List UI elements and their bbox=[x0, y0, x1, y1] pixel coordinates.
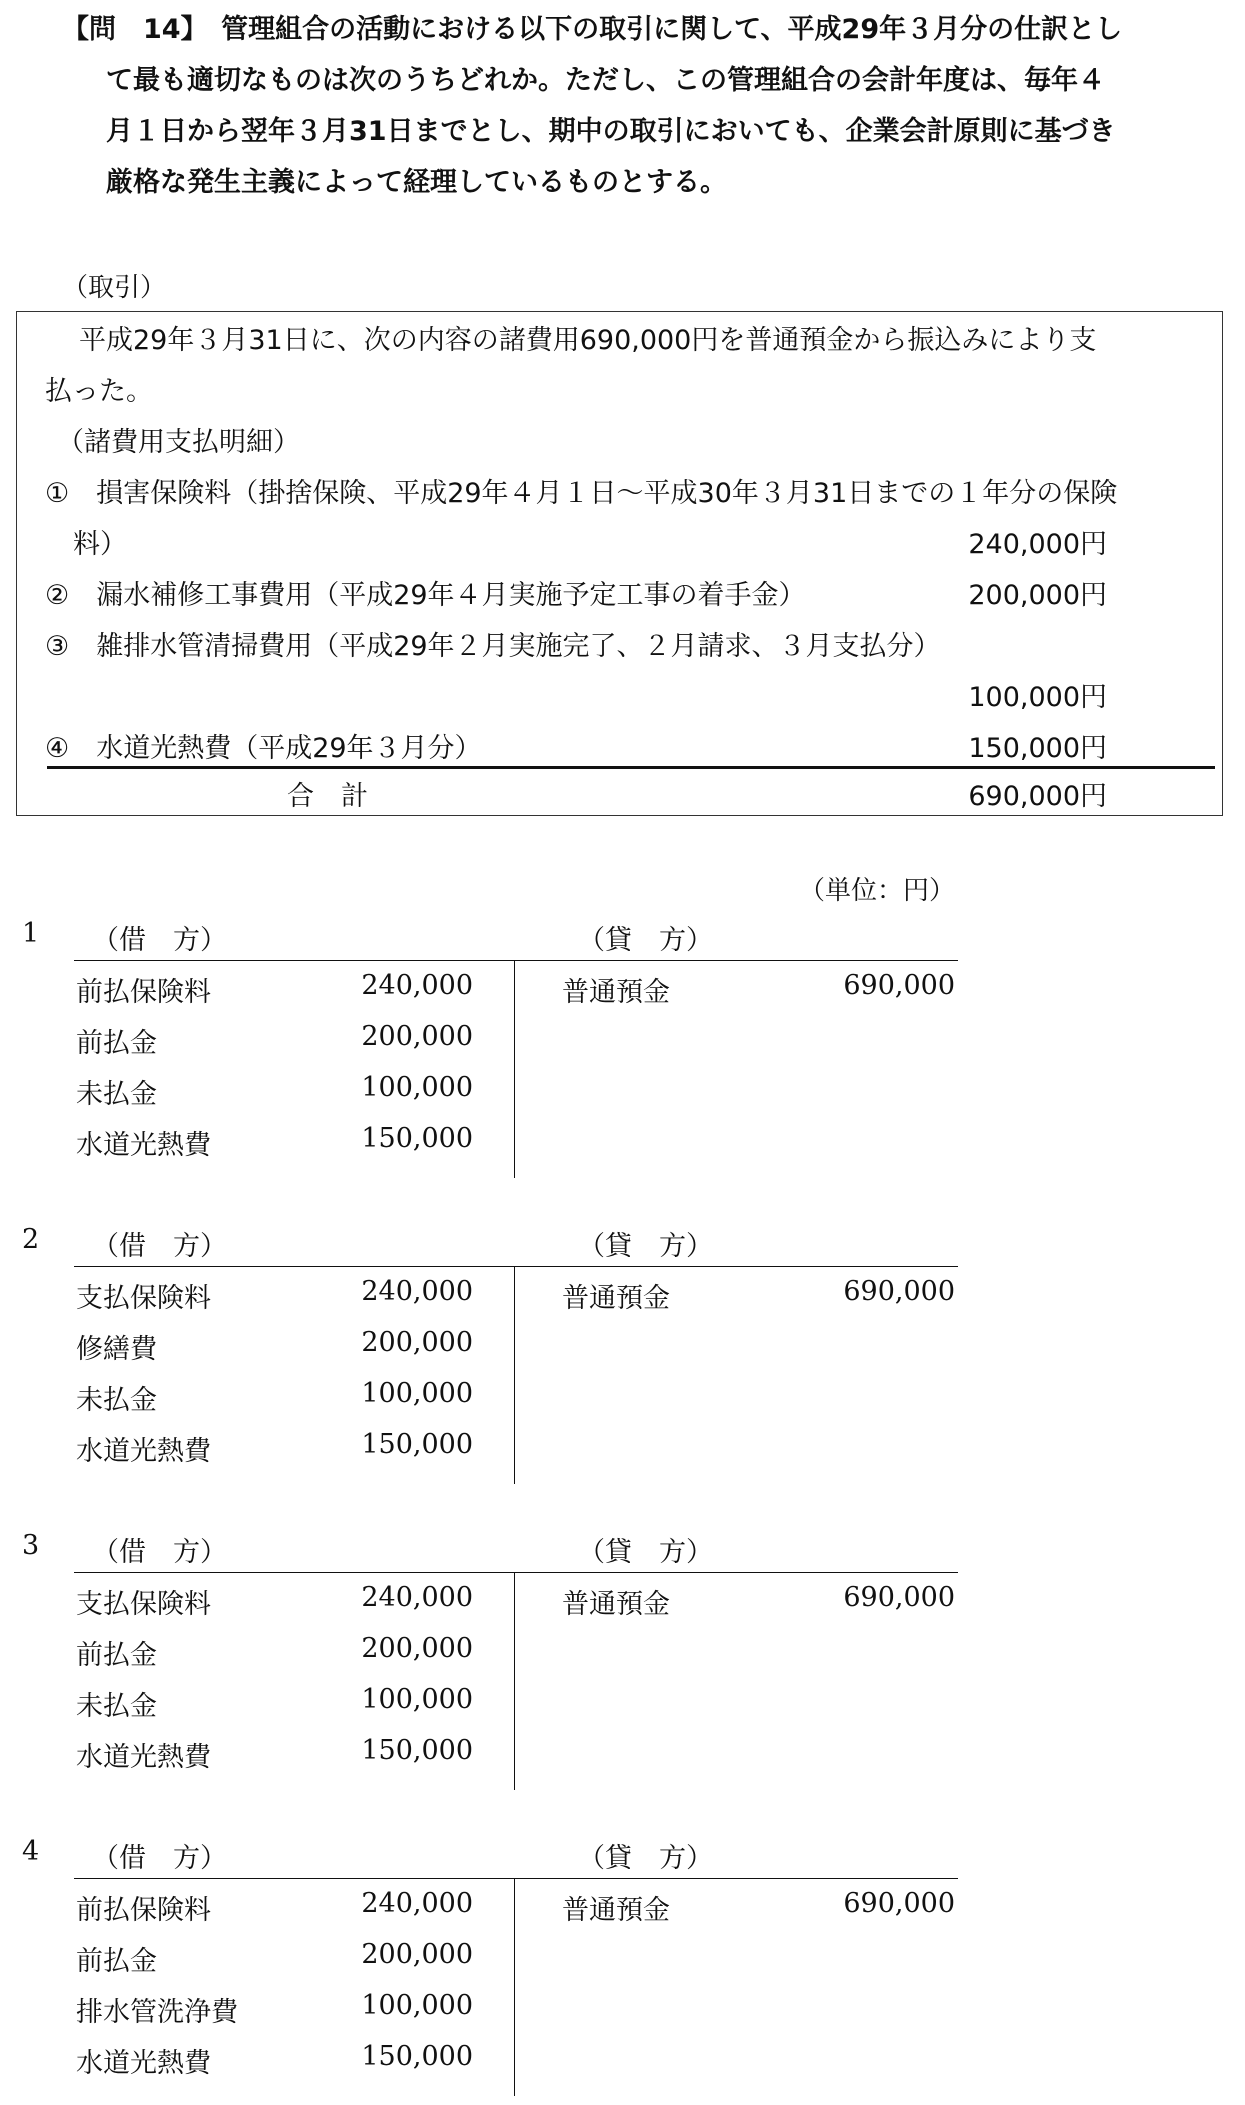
choice-2[interactable] bbox=[0, 1224, 1245, 1484]
ledger-top-line bbox=[74, 960, 958, 961]
detail-item-1-cont: 料） bbox=[73, 529, 127, 560]
ledger-divider bbox=[514, 1572, 515, 1790]
unit-label: （単位：円） bbox=[798, 876, 955, 906]
debit-account: 未払金 bbox=[76, 1385, 157, 1416]
debit-account: 未払金 bbox=[76, 1691, 157, 1722]
detail-item-2-amount: 200,000円 bbox=[968, 580, 1107, 611]
detail-item-1: ① 損害保険料（掛捨保険、平成29年４月１日～平成30年３月31日までの１年分の保険 bbox=[45, 478, 1118, 509]
transaction-intro-2: 払った。 bbox=[45, 376, 153, 407]
debit-account: 前払金 bbox=[76, 1946, 157, 1977]
debit-amount: 240,000 bbox=[361, 970, 473, 1001]
debit-account: 未払金 bbox=[76, 1079, 157, 1110]
choice-1[interactable] bbox=[0, 918, 1245, 1178]
choice-number: 3 bbox=[22, 1530, 40, 1561]
detail-item-4: ④ 水道光熱費（平成29年３月分） bbox=[45, 733, 482, 764]
debit-amount: 150,000 bbox=[361, 1735, 473, 1766]
choice-number: 1 bbox=[22, 918, 40, 949]
debit-amount: 200,000 bbox=[361, 1327, 473, 1358]
debit-account: 前払金 bbox=[76, 1640, 157, 1671]
debit-account: 水道光熱費 bbox=[76, 1436, 211, 1467]
debit-amount: 150,000 bbox=[361, 1123, 473, 1154]
ledger-top-line bbox=[74, 1266, 958, 1267]
ledger-top-line bbox=[74, 1572, 958, 1573]
question-line-2: て最も適切なものは次のうちどれか。ただし、この管理組合の会計年度は、毎年４ bbox=[106, 65, 1105, 96]
credit-amount: 690,000 bbox=[843, 1888, 955, 1919]
debit-amount: 240,000 bbox=[361, 1888, 473, 1919]
credit-amount: 690,000 bbox=[843, 970, 955, 1001]
credit-header: （貸 方） bbox=[578, 1537, 713, 1568]
transaction-label: （取引） bbox=[62, 273, 167, 303]
credit-account: 普通預金 bbox=[562, 977, 670, 1008]
choice-3[interactable] bbox=[0, 1530, 1245, 1790]
detail-item-4-amount: 150,000円 bbox=[968, 733, 1107, 764]
detail-item-3-amount: 100,000円 bbox=[968, 682, 1107, 713]
credit-amount: 690,000 bbox=[843, 1582, 955, 1613]
credit-amount: 690,000 bbox=[843, 1276, 955, 1307]
ledger-top-line bbox=[74, 1878, 958, 1879]
choice-number: 4 bbox=[22, 1836, 40, 1867]
transaction-intro-1: 平成29年３月31日に、次の内容の諸費用690,000円を普通預金から振込みにより支 bbox=[79, 325, 1097, 356]
debit-header: （借 方） bbox=[92, 1537, 227, 1568]
debit-account: 水道光熱費 bbox=[76, 2048, 211, 2079]
credit-header: （貸 方） bbox=[578, 1231, 713, 1262]
debit-amount: 150,000 bbox=[361, 1429, 473, 1460]
debit-header: （借 方） bbox=[92, 1231, 227, 1262]
debit-amount: 200,000 bbox=[361, 1939, 473, 1970]
debit-amount: 150,000 bbox=[361, 2041, 473, 2072]
debit-account: 前払保険料 bbox=[76, 977, 211, 1008]
debit-account: 修繕費 bbox=[76, 1334, 157, 1365]
debit-header: （借 方） bbox=[92, 925, 227, 956]
detail-item-1-amount: 240,000円 bbox=[968, 529, 1107, 560]
ledger-divider bbox=[514, 960, 515, 1178]
ledger-divider bbox=[514, 1266, 515, 1484]
debit-account: 支払保険料 bbox=[76, 1589, 211, 1620]
credit-header: （貸 方） bbox=[578, 1843, 713, 1874]
detail-item-2: ② 漏水補修工事費用（平成29年４月実施予定工事の着手金） bbox=[45, 580, 806, 611]
debit-amount: 100,000 bbox=[361, 1378, 473, 1409]
debit-amount: 240,000 bbox=[361, 1276, 473, 1307]
debit-amount: 100,000 bbox=[361, 1072, 473, 1103]
choice-number: 2 bbox=[22, 1224, 40, 1255]
transaction-box bbox=[16, 311, 1223, 816]
question-line-4: 厳格な発生主義によって経理しているものとする。 bbox=[106, 167, 727, 198]
total-amount: 690,000円 bbox=[968, 781, 1107, 812]
debit-amount: 100,000 bbox=[361, 1990, 473, 2021]
debit-amount: 100,000 bbox=[361, 1684, 473, 1715]
detail-item-3: ③ 雑排水管清掃費用（平成29年２月実施完了、２月請求、３月支払分） bbox=[45, 631, 941, 662]
debit-account: 水道光熱費 bbox=[76, 1742, 211, 1773]
credit-header: （貸 方） bbox=[578, 925, 713, 956]
debit-account: 支払保険料 bbox=[76, 1283, 211, 1314]
question-line-1: 【問 14】 管理組合の活動における以下の取引に関して、平成29年３月分の仕訳とし bbox=[62, 14, 1123, 45]
debit-header: （借 方） bbox=[92, 1843, 227, 1874]
debit-amount: 200,000 bbox=[361, 1633, 473, 1664]
total-label: 合 計 bbox=[287, 781, 368, 812]
detail-title: （諸費用支払明細） bbox=[57, 427, 300, 458]
debit-account: 前払保険料 bbox=[76, 1895, 211, 1926]
debit-account: 排水管洗浄費 bbox=[76, 1997, 238, 2028]
debit-amount: 200,000 bbox=[361, 1021, 473, 1052]
credit-account: 普通預金 bbox=[562, 1589, 670, 1620]
credit-account: 普通預金 bbox=[562, 1895, 670, 1926]
debit-amount: 240,000 bbox=[361, 1582, 473, 1613]
total-rule bbox=[47, 766, 1215, 769]
debit-account: 前払金 bbox=[76, 1028, 157, 1059]
credit-account: 普通預金 bbox=[562, 1283, 670, 1314]
question-line-3: 月１日から翌年３月31日までとし、期中の取引においても、企業会計原則に基づき bbox=[106, 116, 1116, 147]
debit-account: 水道光熱費 bbox=[76, 1130, 211, 1161]
ledger-divider bbox=[514, 1878, 515, 2096]
choice-4[interactable] bbox=[0, 1836, 1245, 2096]
